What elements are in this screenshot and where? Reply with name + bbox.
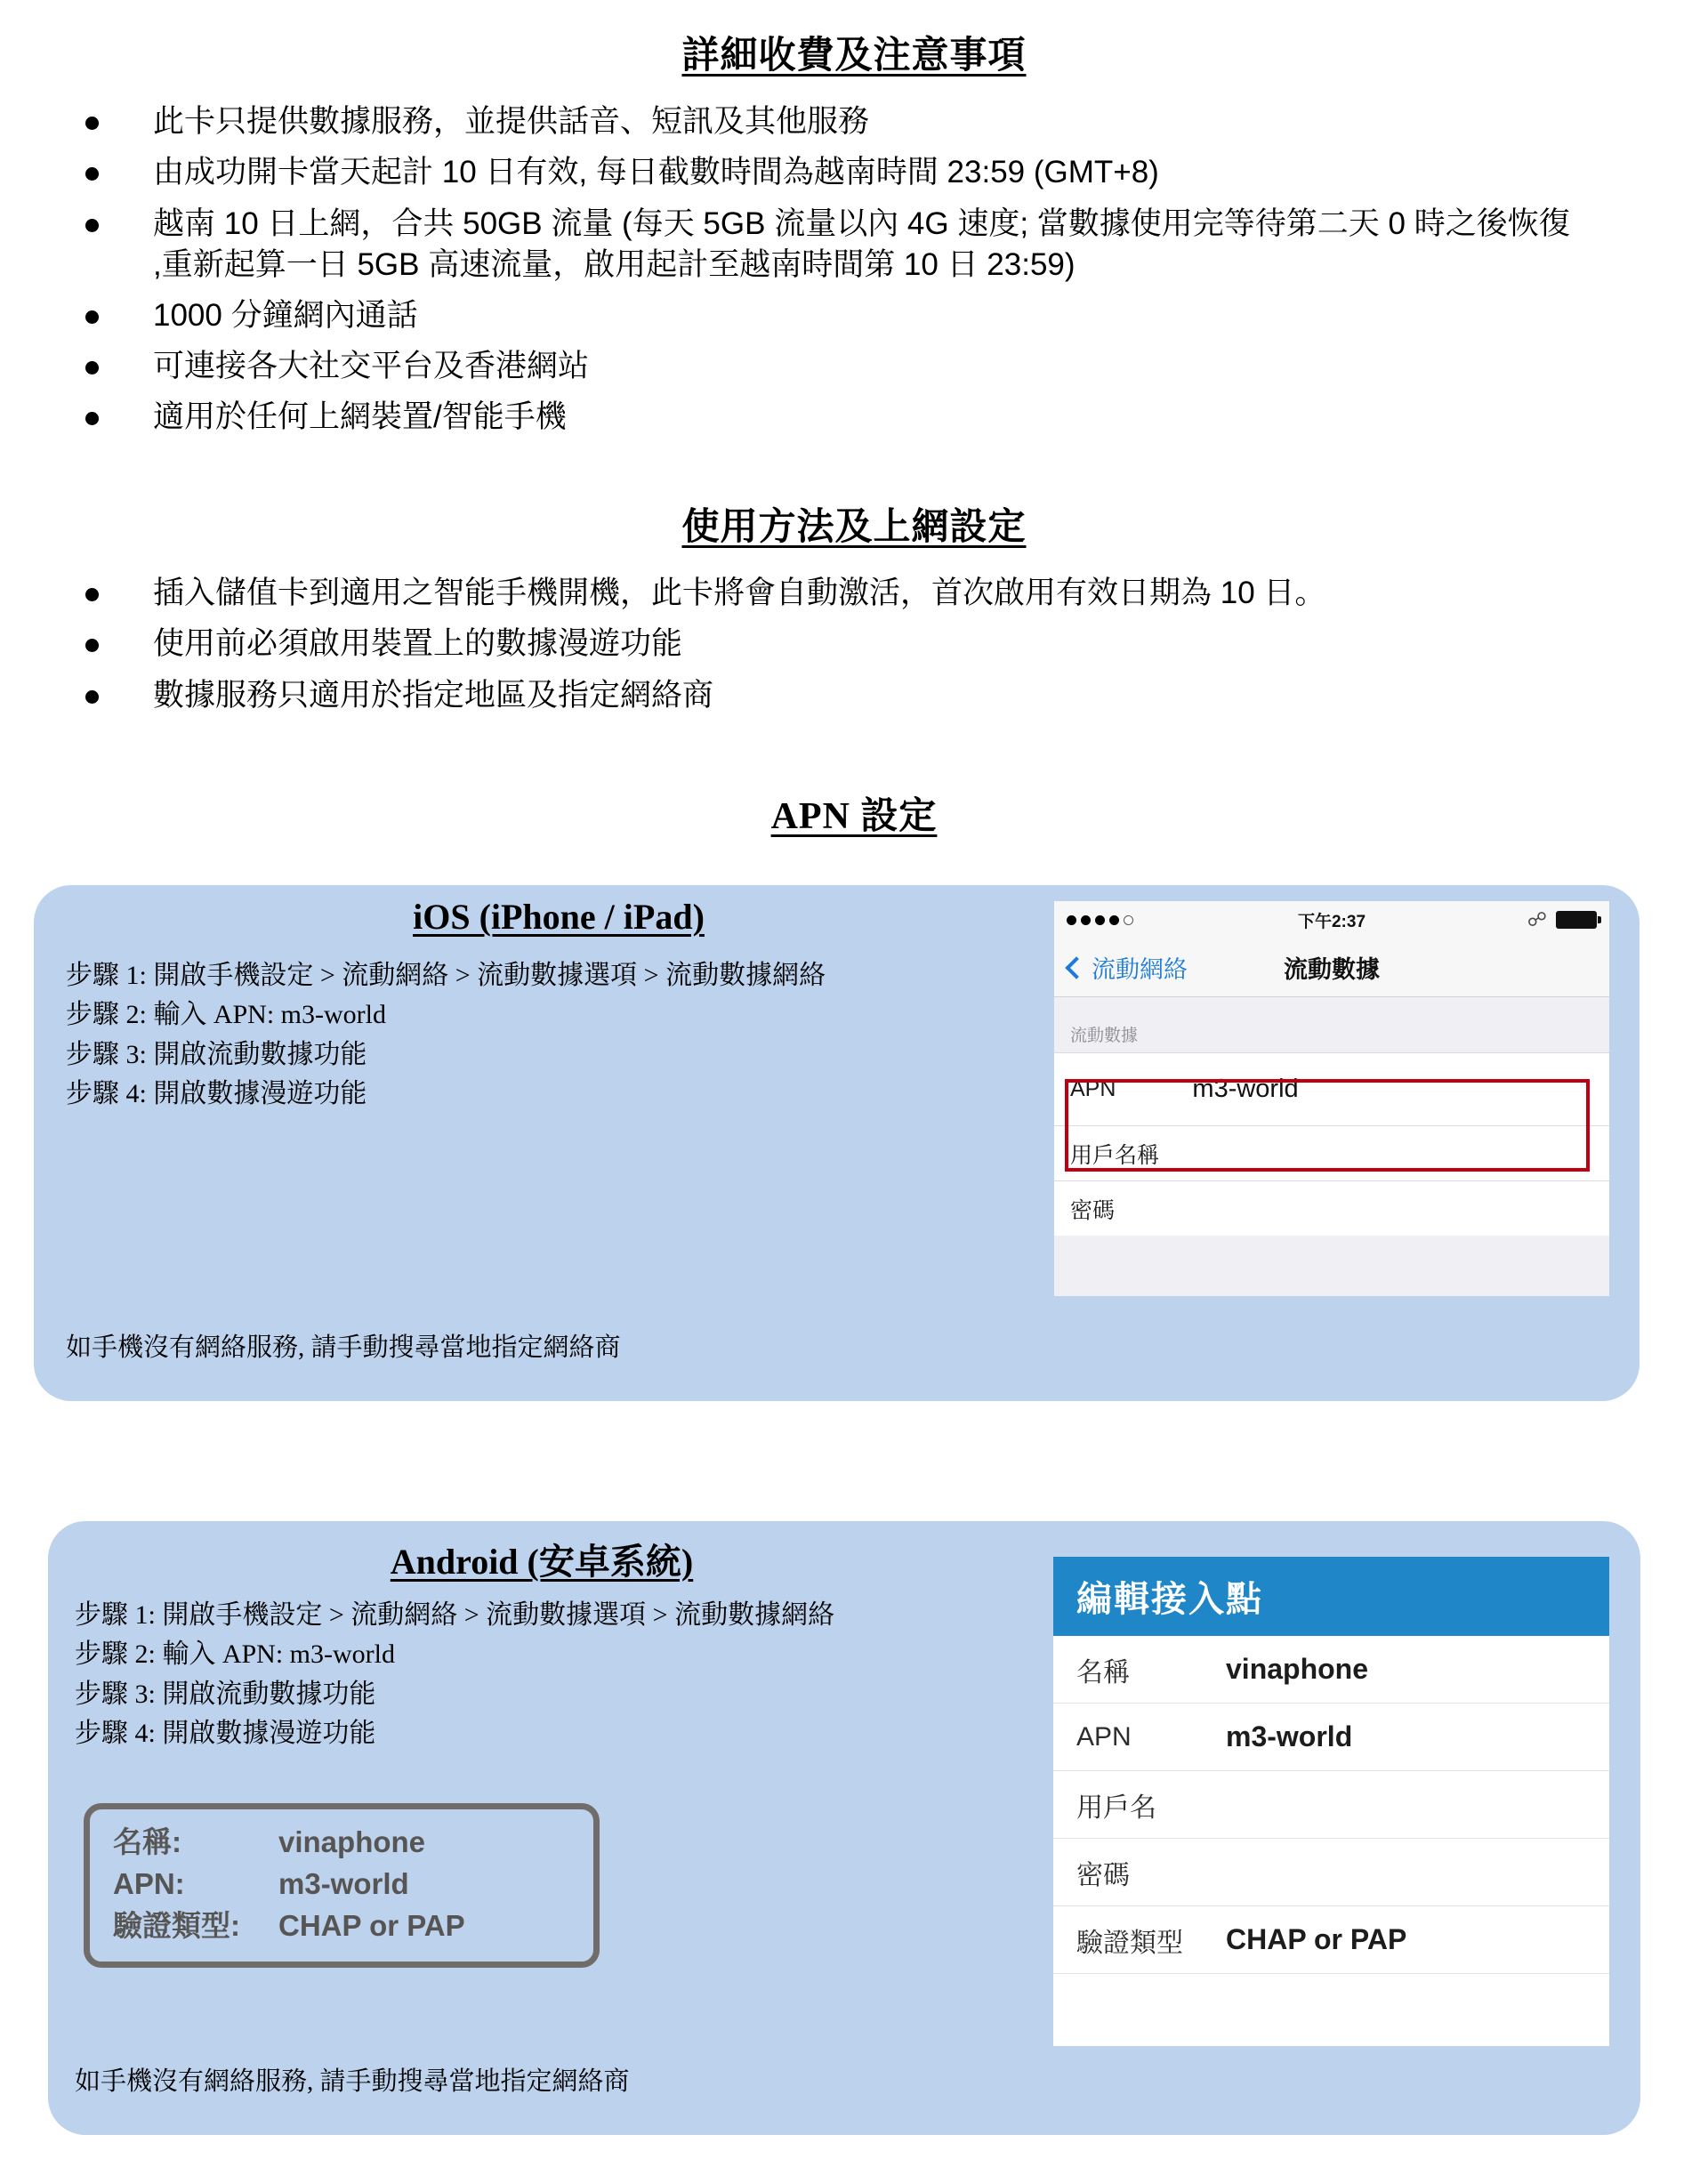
bullet-icon <box>85 310 99 324</box>
android-row-name-value[interactable]: vinaphone <box>1226 1653 1369 1685</box>
signal-dots-icon <box>1067 915 1191 925</box>
info-row-authtype-value: CHAP or PAP <box>278 1908 465 1942</box>
ios-screenshot <box>1054 901 1609 1296</box>
list-item <box>0 295 1708 336</box>
list-item <box>0 152 1708 193</box>
bullet-icon <box>85 361 99 375</box>
section-usage-bullet-list <box>0 573 1708 716</box>
ios-row-password[interactable] <box>1054 1180 1609 1236</box>
list-item-text: 插入儲值卡到適用之智能手機開機，此卡將會自動激活，首次啟用有效日期為 10 日。 <box>153 576 1326 611</box>
ios-panel-footnote <box>66 1327 621 1364</box>
ios-step-1: 步驟 1: 開啟手機設定 > 流動網絡 > 流動數據選項 > 流動數據網絡 <box>66 961 826 990</box>
android-row-apn[interactable] <box>1053 1704 1609 1771</box>
android-panel-title <box>48 1534 1035 1584</box>
ios-steps-list <box>66 956 826 1115</box>
android-panel-footnote-text: 如手機沒有網絡服務, 請手動搜尋當地指定網絡商 <box>75 2067 630 2096</box>
ios-panel-title <box>34 896 1084 938</box>
bullet-icon <box>85 167 99 181</box>
info-row-name-value: vinaphone <box>278 1825 426 1858</box>
bullet-icon <box>85 117 99 130</box>
list-item-text: 適用於任何上網裝置/智能手機 <box>153 399 567 435</box>
android-panel-title-text: Android (安卓系統) <box>390 1542 694 1582</box>
ios-step-4: 步驟 4: 開啟數據漫遊功能 <box>66 1079 367 1109</box>
ios-back-label: 流動網絡 <box>1092 956 1188 983</box>
android-row-password-label: 密碼 <box>1076 1860 1130 1890</box>
list-item-text: 1000 分鐘網內通話 <box>153 297 418 333</box>
bluetooth-icon: ☍ <box>1527 908 1547 930</box>
android-row-authtype-label: 驗證類型 <box>1076 1928 1183 1958</box>
section-usage-title <box>0 507 1708 548</box>
battery-icon <box>1556 911 1597 929</box>
info-row-name-key: 名稱: <box>113 1825 181 1858</box>
android-row-empty <box>1053 1974 1609 2042</box>
android-panel-footnote <box>75 2061 630 2098</box>
ios-nav-bar <box>1054 938 1609 997</box>
apn-highlight-box <box>1065 1079 1590 1172</box>
ios-panel <box>34 885 1640 1401</box>
ios-status-time: 下午2:37 <box>1297 912 1366 931</box>
android-row-name-label: 名稱 <box>1076 1657 1130 1688</box>
android-row-authtype[interactable] <box>1053 1906 1609 1974</box>
info-row-authtype <box>113 1905 570 1947</box>
ios-step-2: 步驟 2: 輸入 APN: m3-world <box>66 1000 386 1030</box>
android-step-4: 步驟 4: 開啟數據漫遊功能 <box>75 1719 376 1749</box>
ios-row-apn-label: APN <box>1070 1076 1116 1101</box>
list-item <box>0 624 1708 665</box>
section-charges-bullet-list <box>0 101 1708 438</box>
info-row-name <box>113 1822 570 1864</box>
list-item-text: 使用前必須啟用裝置上的數據漫遊功能 <box>153 626 683 662</box>
section-apn-title <box>0 796 1708 837</box>
bullet-icon <box>85 219 99 232</box>
ios-status-bar <box>1054 901 1609 938</box>
ios-panel-title-text: iOS (iPhone / iPad) <box>413 897 705 937</box>
list-item <box>0 397 1708 438</box>
android-row-authtype-value[interactable]: CHAP or PAP <box>1226 1923 1407 1955</box>
ios-step-3: 步驟 3: 開啟流動數據功能 <box>66 1039 367 1069</box>
android-row-password[interactable] <box>1053 1839 1609 1906</box>
ios-panel-footnote-text: 如手機沒有網絡服務, 請手動搜尋當地指定網絡商 <box>66 1333 621 1362</box>
list-item-text: 可連接各大社交平台及香港網站 <box>153 349 590 384</box>
list-item-text-line2: ,重新起算一日 5GB 高速流量，啟用起計至越南時間第 10 日 23:59) <box>153 246 1076 282</box>
ios-nav-title: 流動數據 <box>1284 956 1380 983</box>
ios-row-password-label: 密碼 <box>1070 1197 1116 1223</box>
android-screenshot <box>1053 1557 1609 2046</box>
list-item-text: 越南 10 日上網，合共 50GB 流量 (每天 5GB 流量以內 4G 速度; 當數據使用完等待第二天 0 時之後恢復 <box>153 205 1570 241</box>
list-item <box>0 675 1708 716</box>
ios-row-username-label: 用戶名稱 <box>1070 1142 1160 1168</box>
android-panel <box>48 1521 1640 2135</box>
list-item <box>0 204 1708 286</box>
android-screenshot-header: 編輯接入點 <box>1053 1557 1609 1636</box>
section-usage-title-text: 使用方法及上網設定 <box>681 507 1027 548</box>
section-charges-title <box>0 36 1708 77</box>
ios-row-apn-value[interactable]: m3-world <box>1192 1075 1299 1103</box>
bullet-icon <box>85 412 99 425</box>
android-apn-info-box <box>84 1803 600 1968</box>
ios-status-right <box>1472 910 1597 930</box>
list-item-text: 此卡只提供數據服務，並提供話音、短訊及其他服務 <box>153 104 870 140</box>
list-item <box>0 573 1708 614</box>
android-step-3: 步驟 3: 開啟流動數據功能 <box>75 1679 376 1709</box>
list-item-text: 由成功開卡當天起計 10 日有效, 每日截數時間為越南時間 23:59 (GMT+8) <box>153 155 1159 190</box>
ios-back-button[interactable] <box>1068 950 1188 985</box>
android-row-apn-value[interactable]: m3-world <box>1226 1720 1353 1752</box>
bullet-icon <box>85 690 99 704</box>
section-charges <box>0 36 1708 448</box>
chevron-left-icon <box>1065 956 1087 979</box>
list-item <box>0 101 1708 142</box>
section-charges-title-text: 詳細收費及注意事項 <box>681 36 1027 77</box>
ios-group-header: 流動數據 <box>1070 1027 1139 1045</box>
info-row-authtype-key: 驗證類型: <box>113 1908 240 1942</box>
section-usage <box>0 507 1708 726</box>
android-row-username[interactable] <box>1053 1771 1609 1839</box>
info-row-apn <box>113 1864 570 1905</box>
android-row-username-label: 用戶名 <box>1076 1792 1156 1823</box>
bullet-icon <box>85 639 99 652</box>
list-item-text: 數據服務只適用於指定地區及指定網絡商 <box>153 677 714 713</box>
android-step-2: 步驟 2: 輸入 APN: m3-world <box>75 1639 395 1670</box>
android-row-apn-label: APN <box>1076 1721 1132 1752</box>
android-row-name[interactable] <box>1053 1636 1609 1704</box>
android-step-1: 步驟 1: 開啟手機設定 > 流動網絡 > 流動數據選項 > 流動數據網絡 <box>75 1600 835 1630</box>
info-row-apn-key: APN: <box>113 1866 185 1900</box>
bullet-icon <box>85 588 99 601</box>
list-item <box>0 346 1708 387</box>
android-steps-list <box>75 1596 834 1754</box>
info-row-apn-value: m3-world <box>278 1866 409 1900</box>
section-apn-title-text: APN 設定 <box>770 796 938 837</box>
